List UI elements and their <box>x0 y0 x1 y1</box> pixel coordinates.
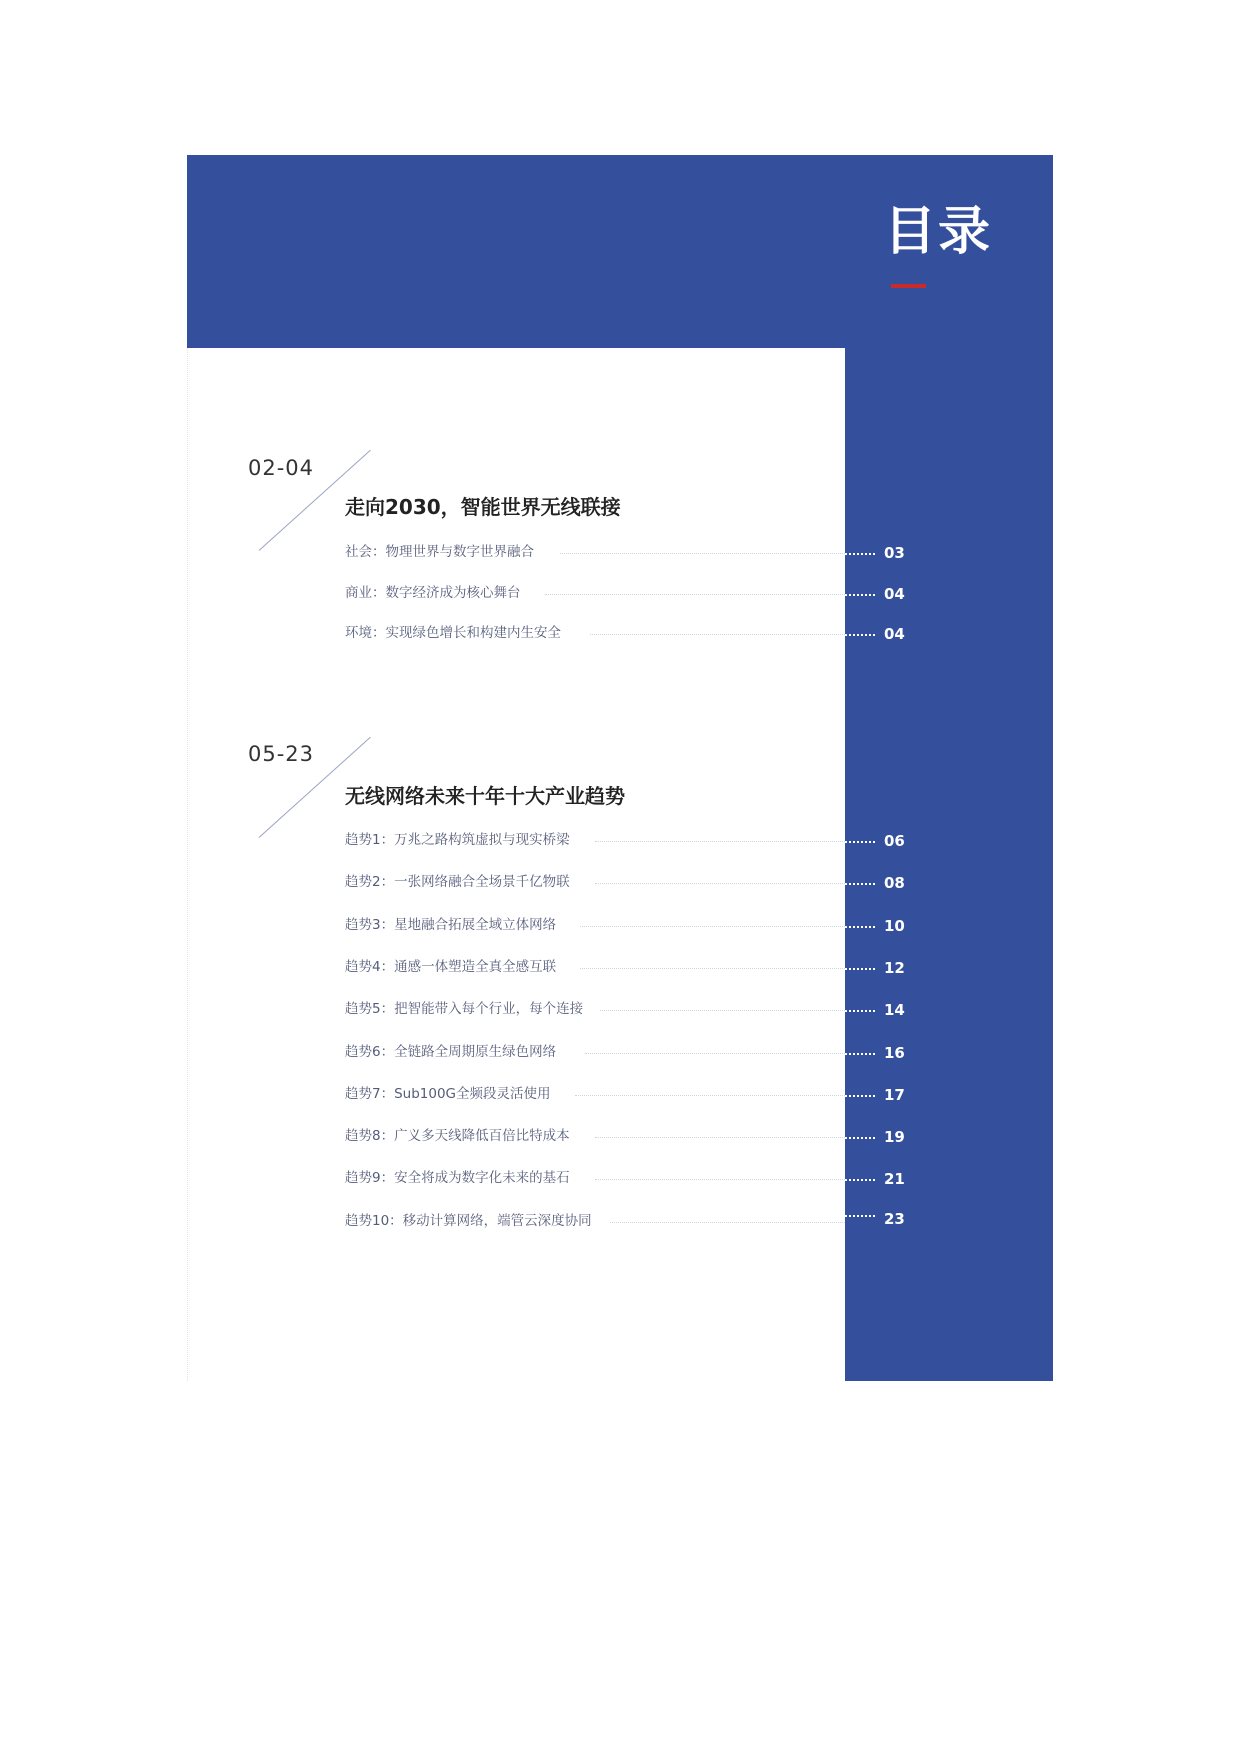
leader-dots <box>560 553 845 554</box>
leader-dash <box>845 841 875 843</box>
leader-dots <box>585 1053 845 1054</box>
toc-entry[interactable]: 趋势4：通感一体塑造全真全感互联 <box>345 959 557 975</box>
toc-entry[interactable]: 趋势7：Sub100G全频段灵活使用 <box>345 1086 551 1102</box>
leader-dash <box>845 1179 875 1181</box>
page-number-column <box>845 155 1053 1381</box>
toc-entry[interactable]: 趋势1：万兆之路构筑虚拟与现实桥梁 <box>345 832 570 848</box>
leader-dots <box>600 1010 845 1011</box>
leader-dots <box>580 968 845 969</box>
leader-dots <box>575 1095 845 1096</box>
page-number[interactable]: 23 <box>884 1210 905 1228</box>
page-number[interactable]: 04 <box>884 625 905 643</box>
page-number[interactable]: 17 <box>884 1086 905 1104</box>
toc-entry[interactable]: 趋势9：安全将成为数字化未来的基石 <box>345 1170 570 1186</box>
leader-dots <box>595 841 845 842</box>
leader-dots <box>545 594 845 595</box>
toc-entry[interactable]: 商业：数字经济成为核心舞台 <box>345 585 521 601</box>
page-number[interactable]: 04 <box>884 585 905 603</box>
page-number[interactable]: 12 <box>884 959 905 977</box>
toc-entry[interactable]: 趋势10：移动计算网络，端管云深度协同 <box>345 1213 592 1229</box>
page-number[interactable]: 06 <box>884 832 905 850</box>
toc-entry[interactable]: 趋势2：一张网络融合全场景千亿物联 <box>345 874 570 890</box>
leader-dash <box>845 968 875 970</box>
toc-entry[interactable]: 趋势3：星地融合拓展全域立体网络 <box>345 917 557 933</box>
leader-dots <box>595 883 845 884</box>
leader-dash <box>845 1053 875 1055</box>
leader-dash <box>845 926 875 928</box>
leader-dots <box>580 926 845 927</box>
toc-entry[interactable]: 趋势5：把智能带入每个行业，每个连接 <box>345 1001 584 1017</box>
page-number[interactable]: 19 <box>884 1128 905 1146</box>
leader-dash <box>845 634 875 636</box>
leader-dots <box>590 634 845 635</box>
leader-dash <box>845 594 875 596</box>
leader-dots <box>595 1137 845 1138</box>
page-number[interactable]: 10 <box>884 917 905 935</box>
toc-entry[interactable]: 趋势8：广义多天线降低百倍比特成本 <box>345 1128 570 1144</box>
section-title: 无线网络未来十年十大产业趋势 <box>345 784 625 808</box>
page-number[interactable]: 03 <box>884 544 905 562</box>
leader-dash <box>845 1137 875 1139</box>
page-number[interactable]: 16 <box>884 1044 905 1062</box>
section-range: 05-23 <box>248 742 315 766</box>
toc-entry[interactable]: 环境：实现绿色增长和构建内生安全 <box>345 625 561 641</box>
leader-dash <box>845 1095 875 1097</box>
leader-dash <box>845 1010 875 1012</box>
leader-dash <box>845 553 875 555</box>
page-number[interactable]: 21 <box>884 1170 905 1188</box>
title-accent-bar <box>891 284 926 288</box>
page-title: 目录 <box>884 202 993 262</box>
leader-dots <box>610 1222 845 1223</box>
toc-entry[interactable]: 社会：物理世界与数字世界融合 <box>345 544 534 560</box>
page-number[interactable]: 14 <box>884 1001 905 1019</box>
page-number[interactable]: 08 <box>884 874 905 892</box>
section-title: 走向2030，智能世界无线联接 <box>345 495 621 519</box>
leader-dash <box>845 883 875 885</box>
leader-dots <box>595 1179 845 1180</box>
toc-entry[interactable]: 趋势6：全链路全周期原生绿色网络 <box>345 1044 557 1060</box>
leader-dash <box>845 1215 875 1217</box>
section-range: 02-04 <box>248 456 315 480</box>
